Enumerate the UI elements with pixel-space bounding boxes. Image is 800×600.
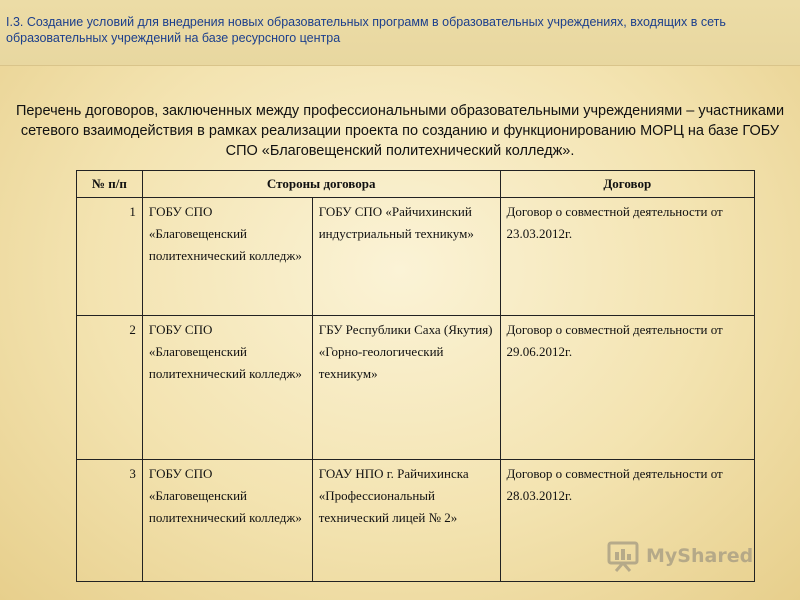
party-two-cell: ГОАУ НПО г. Райчихинска «Профессиональный технический лицей № 2» xyxy=(312,460,500,582)
party-one-cell: ГОБУ СПО «Благовещенский политехнический колледж» xyxy=(142,460,312,582)
contract-cell: Договор о совместной деятельности от 23.03.2012г. xyxy=(500,198,755,316)
party-one-cell: ГОБУ СПО «Благовещенский политехнический колледж» xyxy=(142,316,312,460)
table-row xyxy=(77,198,755,316)
row-number: 3 xyxy=(77,460,143,582)
row-number: 2 xyxy=(77,316,143,460)
party-two-cell: ГБУ Республики Саха (Якутия) «Горно-геологический техникум» xyxy=(312,316,500,460)
column-header-number: № п/п xyxy=(77,171,143,198)
table-row xyxy=(77,316,755,460)
contracts-table xyxy=(76,170,755,582)
watermark-text: MyShared xyxy=(646,545,754,567)
party-one-cell: ГОБУ СПО «Благовещенский политехнический колледж» xyxy=(142,198,312,316)
column-header-contract: Договор xyxy=(500,171,755,198)
contract-cell: Договор о совместной деятельности от 28.03.2012г. xyxy=(500,460,755,582)
table-header-row xyxy=(77,171,755,198)
presentation-board-icon xyxy=(606,540,640,572)
slide-subtitle: Перечень договоров, заключенных между профессиональными образовательными учреждениями – участниками сетевого взаимодействия в рамках реализации проекта по созданию и функционированию МОРЦ на базе ГОБУ СПО «Благовещенский политехнический колледж». xyxy=(15,103,785,159)
row-number: 1 xyxy=(77,198,143,316)
contract-cell: Договор о совместной деятельности от 29.06.2012г. xyxy=(500,316,755,460)
watermark-logo xyxy=(606,540,753,572)
column-header-parties: Стороны договора xyxy=(142,171,500,198)
header-banner xyxy=(0,0,800,66)
slide-heading: I.3. Создание условий для внедрения новых образовательных программ в образовательных учреждениях, входящих в сеть образовательных учреждений на базе ресурсного центра xyxy=(6,15,726,45)
party-two-cell: ГОБУ СПО «Райчихинский индустриальный техникум» xyxy=(312,198,500,316)
